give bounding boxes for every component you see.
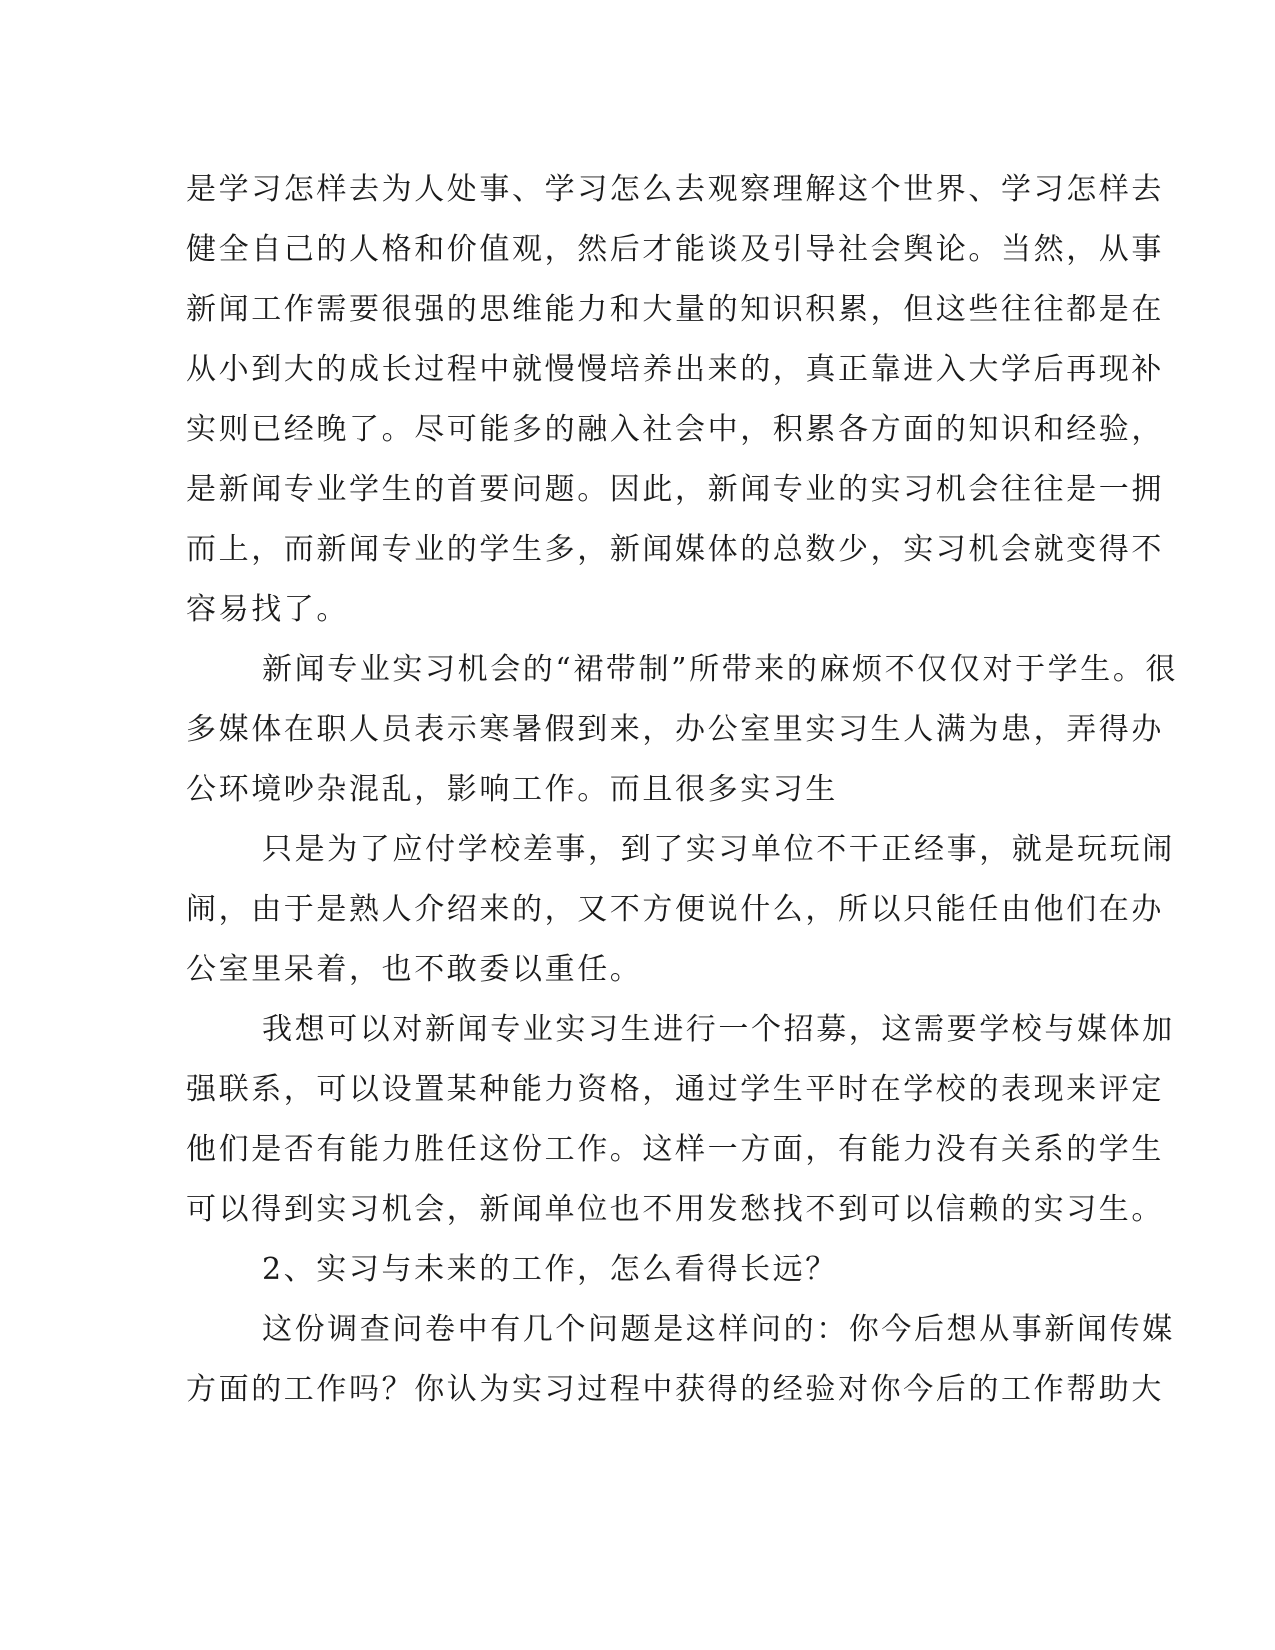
text-line: 多媒体在职人员表示寒暑假到来，办公室里实习生人满为患，弄得办 (186, 712, 1164, 747)
text-line: 健全自己的人格和价值观，然后才能谈及引导社会舆论。当然，从事 (186, 232, 1164, 267)
text-line: 新闻工作需要很强的思维能力和大量的知识积累，但这些往往都是在 (186, 292, 1164, 327)
text-line: 而上，而新闻专业的学生多，新闻媒体的总数少，实习机会就变得不 (186, 532, 1164, 567)
text-line: 这份调查问卷中有几个问题是这样问的：你今后想从事新闻传媒 (262, 1312, 1175, 1347)
text-line: 新闻专业实习机会的“裙带制”所带来的麻烦不仅仅对于学生。很 (262, 652, 1179, 687)
text-line: 2、实习与未来的工作，怎么看得长远？ (262, 1252, 838, 1287)
text-line: 公环境吵杂混乱，影响工作。而且很多实习生 (186, 772, 838, 807)
text-line: 是新闻专业学生的首要问题。因此，新闻专业的实习机会往往是一拥 (186, 472, 1164, 507)
text-line: 强联系，可以设置某种能力资格，通过学生平时在学校的表现来评定 (186, 1072, 1164, 1107)
text-line: 是学习怎样去为人处事、学习怎么去观察理解这个世界、学习怎样去 (186, 172, 1164, 207)
document-body (186, 160, 1179, 1420)
text-line: 容易找了。 (186, 592, 349, 627)
text-line: 我想可以对新闻专业实习生进行一个招募，这需要学校与媒体加 (262, 1012, 1175, 1047)
text-line: 他们是否有能力胜任这份工作。这样一方面，有能力没有关系的学生 (186, 1132, 1164, 1167)
text-line: 可以得到实习机会，新闻单位也不用发愁找不到可以信赖的实习生。 (186, 1192, 1164, 1227)
text-line: 方面的工作吗？你认为实习过程中获得的经验对你今后的工作帮助大 (186, 1372, 1164, 1407)
text-line: 实则已经晚了。尽可能多的融入社会中，积累各方面的知识和经验， (186, 412, 1164, 447)
text-line: 只是为了应付学校差事，到了实习单位不干正经事，就是玩玩闹 (262, 832, 1175, 867)
text-line: 闹，由于是熟人介绍来的，又不方便说什么，所以只能任由他们在办 (186, 892, 1164, 927)
text-line: 从小到大的成长过程中就慢慢培养出来的，真正靠进入大学后再现补 (186, 352, 1164, 387)
text-line: 公室里呆着，也不敢委以重任。 (186, 952, 643, 987)
